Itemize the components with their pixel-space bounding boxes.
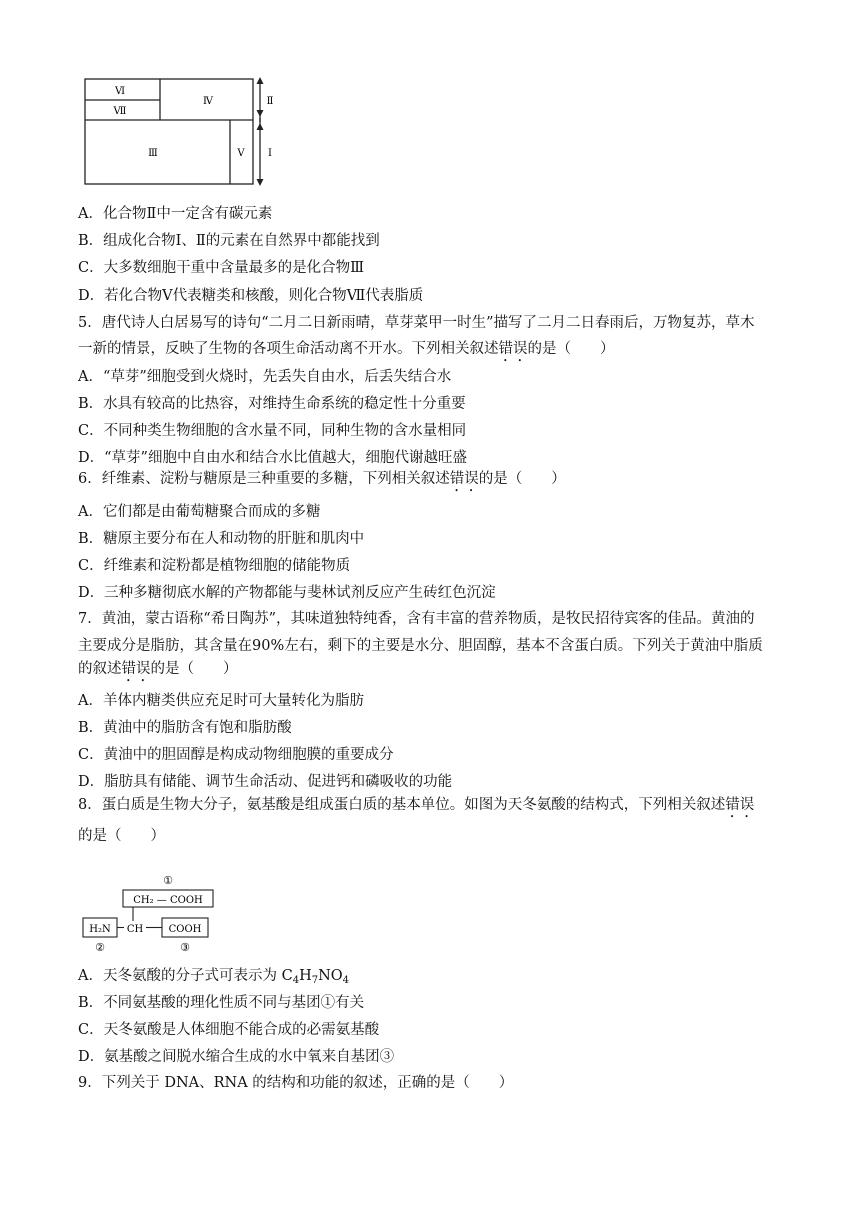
q5-stem-line1: 5．唐代诗人白居易写的诗句“二月二日新雨晴，草芽菜甲一时生”描写了二月二日春雨后，万物复苏，草木 bbox=[78, 315, 755, 331]
ch-text: CH bbox=[126, 924, 144, 935]
q9-stem: 9．下列关于 DNA、RNA 的结构和功能的叙述，正确的是（ ） bbox=[78, 1075, 514, 1091]
label-vi: Ⅵ bbox=[114, 86, 126, 97]
carboxyl-group-text: COOH bbox=[168, 924, 202, 935]
r-group-text: CH₂ — COOH bbox=[133, 895, 203, 906]
q8-stem-line2: 的是（ ） bbox=[78, 828, 165, 844]
q8-option-c: C．天冬氨酸是人体细胞不能合成的必需氨基酸 bbox=[78, 1022, 380, 1038]
q7-option-a: A．羊体内糖类供应充足时可大量转化为脂肪 bbox=[78, 693, 364, 709]
q5-option-d: D．“草芽”细胞中自由水和结合水比值越大，细胞代谢越旺盛 bbox=[78, 450, 467, 466]
q5-option-a: A．“草芽”细胞受到火烧时，先丢失自由水，后丢失结合水 bbox=[78, 369, 452, 385]
label-iii: Ⅲ bbox=[148, 148, 158, 159]
compound-diagram bbox=[80, 64, 280, 189]
q7-stem-line3: 的叙述错误的是（ ） bbox=[78, 661, 238, 677]
amino-group-text: H₂N bbox=[89, 924, 111, 935]
label-vii: Ⅶ bbox=[113, 106, 127, 117]
q6-option-a: A．它们都是由葡萄糖聚合而成的多糖 bbox=[78, 504, 321, 520]
q6-option-d: D．三种多糖彻底水解的产物都能与斐林试剂反应产生砖红色沉淀 bbox=[78, 585, 496, 601]
q6-option-b: B．糖原主要分布在人和动物的肝脏和肌肉中 bbox=[78, 531, 365, 547]
q4-option-a: A．化合物Ⅱ中一定含有碳元素 bbox=[78, 206, 273, 222]
q4-option-c: C．大多数细胞干重中含量最多的是化合物Ⅲ bbox=[78, 260, 365, 276]
q7-option-d: D．脂肪具有储能、调节生命活动、促进钙和磷吸收的功能 bbox=[78, 774, 453, 790]
q8-stem-line1: 8．蛋白质是生物大分子，氨基酸是组成蛋白质的基本单位。如图为天冬氨酸的结构式，下列相关叙述错误 bbox=[78, 797, 755, 813]
q4-option-b: B．组成化合物Ⅰ、Ⅱ的元素在自然界中都能找到 bbox=[78, 233, 380, 249]
q8-option-a: A．天冬氨酸的分子式可表示为 $C_4H_7NO_4$ bbox=[78, 968, 350, 986]
q6-option-c: C．纤维素和淀粉都是植物细胞的储能物质 bbox=[78, 558, 351, 574]
q7-stem-line2: 主要成分是脂肪，其含量在90%左右，剩下的主要是水分、胆固醇，基本不含蛋白质。下列关于黄油中脂质 bbox=[78, 638, 763, 654]
q8-option-d: D．氨基酸之间脱水缩合生成的水中氧来自基团③ bbox=[78, 1049, 395, 1065]
q5-option-c: C．不同种类生物细胞的含水量不同，同种生物的含水量相同 bbox=[78, 423, 467, 439]
label-ii: Ⅱ bbox=[266, 96, 274, 107]
emphasis-mark: 错误 bbox=[121, 661, 151, 677]
q7-option-c: C．黄油中的胆固醇是构成动物细胞膜的重要成分 bbox=[78, 747, 394, 763]
q6-stem: 6．纤维素、淀粉与糖原是三种重要的多糖，下列相关叙述错误的是（ ） bbox=[78, 471, 566, 487]
q5-stem-line2: 一新的情景，反映了生物的各项生命活动离不开水。下列相关叙述错误的是（ ） bbox=[78, 341, 615, 357]
label-i: Ⅰ bbox=[268, 148, 272, 159]
emphasis-mark: 错误 bbox=[449, 471, 479, 487]
label-v: Ⅴ bbox=[237, 148, 245, 159]
emphasis-mark: 错误 bbox=[725, 797, 755, 813]
circled-2: ② bbox=[95, 941, 105, 954]
emphasis-mark: 错误 bbox=[498, 341, 528, 357]
label-iv: Ⅳ bbox=[203, 96, 213, 107]
circled-3: ③ bbox=[180, 941, 190, 954]
q5-option-b: B．水具有较高的比热容，对维持生命系统的稳定性十分重要 bbox=[78, 396, 466, 412]
circled-1: ① bbox=[163, 874, 173, 887]
q7-stem-line1: 7．黄油，蒙古语称“希日陶苏”，其味道独特纯香，含有丰富的营养物质，是牧民招待宾客的佳品。黄油的 bbox=[78, 611, 755, 627]
q4-option-d: D．若化合物Ⅴ代表糖类和核酸，则化合物Ⅶ代表脂质 bbox=[78, 288, 424, 304]
aspartic-acid-structure bbox=[80, 868, 220, 958]
q8-option-b: B．不同氨基酸的理化性质不同与基团①有关 bbox=[78, 995, 365, 1011]
q7-option-b: B．黄油中的脂肪含有饱和脂肪酸 bbox=[78, 720, 292, 736]
